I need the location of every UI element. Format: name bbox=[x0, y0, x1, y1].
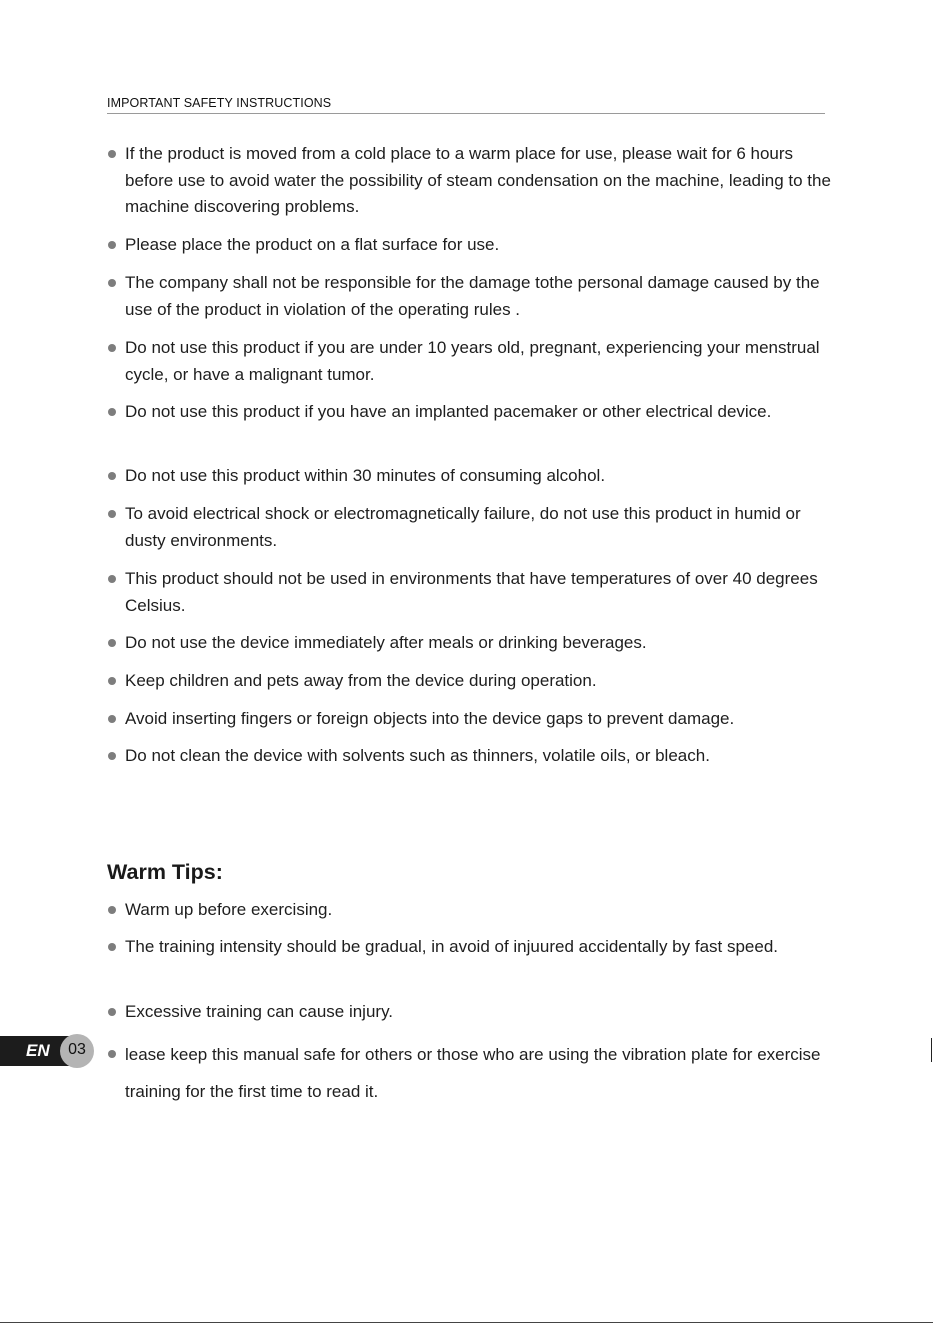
list-item bbox=[107, 335, 833, 388]
list-item bbox=[107, 566, 833, 619]
list-item-text: The training intensity should be gradual, in avoid of injuured accidentally by fast speed. bbox=[125, 937, 779, 956]
bullet-icon bbox=[108, 943, 116, 951]
list-item-text: Do not use this product if you are under 10 years old, pregnant, experiencing your menstrual cycle, or have a malignant tumor. bbox=[125, 338, 820, 384]
list-item-text: Do not use this product if you have an implanted pacemaker or other electrical device. bbox=[125, 402, 772, 421]
list-item-text: Please place the product on a flat surface for use. bbox=[125, 235, 500, 254]
list-item-text: Excessive training can cause injury. bbox=[125, 1002, 394, 1021]
list-item bbox=[107, 501, 833, 554]
list-item bbox=[107, 999, 833, 1026]
list-item-text: Avoid inserting fingers or foreign objects into the device gaps to prevent damage. bbox=[125, 709, 735, 728]
list-item bbox=[107, 141, 833, 221]
bullet-icon bbox=[108, 408, 116, 416]
page-bottom-rule bbox=[0, 1322, 933, 1323]
bullet-icon bbox=[108, 279, 116, 287]
list-item bbox=[107, 463, 833, 490]
bullet-icon bbox=[108, 752, 116, 760]
margin-mark bbox=[931, 1038, 932, 1062]
language-label: EN bbox=[26, 1041, 50, 1060]
list-item bbox=[107, 934, 833, 961]
bullet-icon bbox=[108, 344, 116, 352]
warm-tips-heading: Warm Tips: bbox=[107, 860, 223, 884]
list-item-text: The company shall not be responsible for the damage tothe personal damage caused by the use of the product in violation of the operating rules . bbox=[125, 273, 820, 319]
list-item-text: Do not use this product within 30 minutes of consuming alcohol. bbox=[125, 466, 606, 485]
list-item bbox=[107, 743, 833, 770]
bullet-icon bbox=[108, 715, 116, 723]
list-item-text: This product should not be used in environments that have temperatures of over 40 degrees Celsius. bbox=[125, 569, 818, 615]
list-item bbox=[107, 232, 833, 259]
page-header bbox=[107, 96, 825, 114]
list-item bbox=[107, 399, 833, 426]
bullet-icon bbox=[108, 575, 116, 583]
bullet-icon bbox=[108, 1050, 116, 1058]
page-number: 03 bbox=[68, 1041, 86, 1058]
bullet-icon bbox=[108, 677, 116, 685]
list-item bbox=[107, 706, 833, 733]
list-item bbox=[107, 630, 833, 657]
list-item bbox=[107, 668, 833, 695]
list-item-text: Do not use the device immediately after meals or drinking beverages. bbox=[125, 633, 647, 652]
list-item bbox=[107, 1036, 833, 1110]
list-item bbox=[107, 897, 833, 924]
bullet-icon bbox=[108, 1008, 116, 1016]
page-number-badge bbox=[60, 1034, 94, 1068]
header-title: IMPORTANT SAFETY INSTRUCTIONS bbox=[107, 96, 332, 110]
bullet-icon bbox=[108, 906, 116, 914]
list-item bbox=[107, 270, 833, 323]
list-item-text: Warm up before exercising. bbox=[125, 900, 333, 919]
bullet-icon bbox=[108, 510, 116, 518]
list-item-text: Keep children and pets away from the device during operation. bbox=[125, 671, 597, 690]
list-item-text: If the product is moved from a cold place to a warm place for use, please wait for 6 hours before use to avoid water the possibility of steam condensation on the machine, leading to the machine discovering problems. bbox=[125, 144, 831, 216]
list-item-text: Do not clean the device with solvents such as thinners, volatile oils, or bleach. bbox=[125, 746, 710, 765]
bullet-icon bbox=[108, 472, 116, 480]
list-item-text: To avoid electrical shock or electromagnetically failure, do not use this product in humid or dusty environments. bbox=[125, 504, 801, 550]
list-item-text: lease keep this manual safe for others or those who are using the vibration plate for exercise training for the first time to read it. bbox=[125, 1045, 821, 1101]
bullet-icon bbox=[108, 241, 116, 249]
bullet-icon bbox=[108, 150, 116, 158]
bullet-icon bbox=[108, 639, 116, 647]
